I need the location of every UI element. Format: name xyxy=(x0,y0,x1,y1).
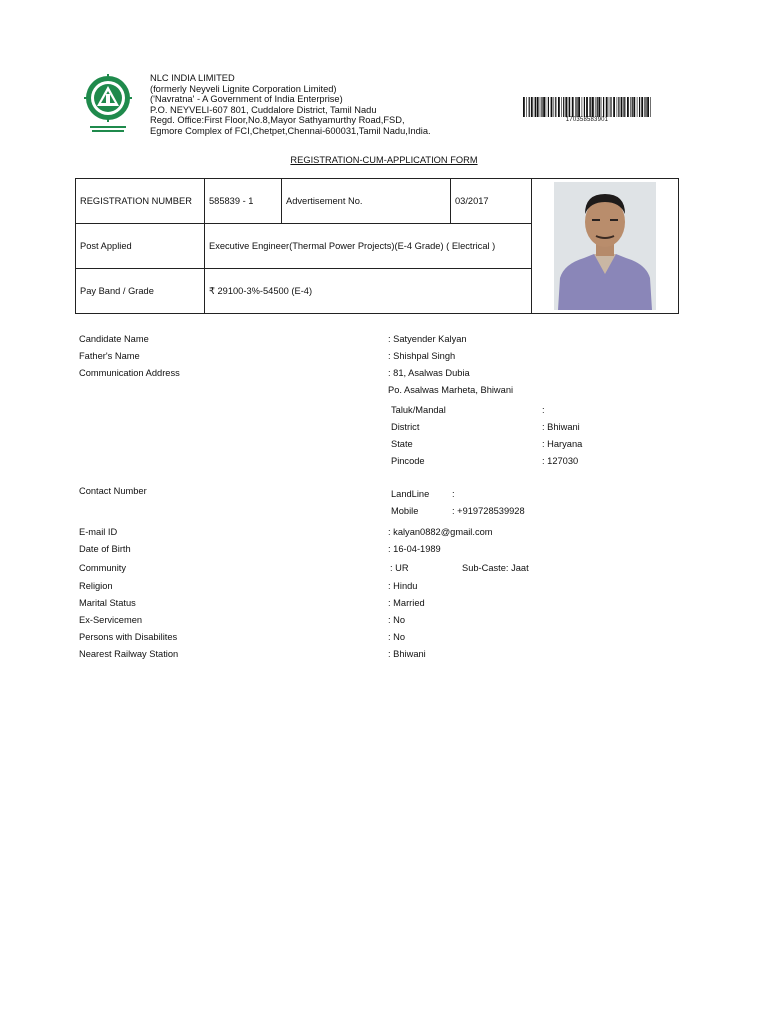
religion-value: : Hindu xyxy=(388,581,418,591)
pay-band-value: ₹ 29100-3%-54500 (E-4) xyxy=(205,269,532,314)
marital-status-value: : Married xyxy=(388,598,425,608)
dob-label: Date of Birth xyxy=(79,544,131,554)
post-applied-value: Executive Engineer(Thermal Power Projects)(E-4 Grade) ( Electrical ) xyxy=(205,224,532,269)
railway-station-value: : Bhiwani xyxy=(388,649,426,659)
disability-value: : No xyxy=(388,632,406,642)
father-name-label: Father's Name xyxy=(79,351,140,361)
adv-number-label: Advertisement No. xyxy=(282,179,451,224)
railway-station-label: Nearest Railway Station xyxy=(79,649,179,659)
pincode-value: : 127030 xyxy=(542,456,579,466)
adv-number-value: 03/2017 xyxy=(451,179,532,224)
photo-cell xyxy=(532,179,679,314)
state-value: : Haryana xyxy=(542,439,583,449)
header-line: (formerly Neyveli Lignite Corporation Limited) xyxy=(150,83,337,94)
address-line-2: Po. Asalwas Marheta, Bhiwani xyxy=(388,385,514,395)
taluk-value: : xyxy=(542,405,545,415)
email-value: : kalyan0882@gmail.com xyxy=(388,527,493,537)
header-line: ('Navratna' - A Government of India Enterprise) xyxy=(150,94,343,105)
header-line: P.O. NEYVELI-607 801, Cuddalore District, Tamil Nadu xyxy=(150,104,377,115)
pay-band-label: Pay Band / Grade xyxy=(76,269,205,314)
candidate-name-value: : Satyender Kalyan xyxy=(388,334,467,344)
religion-label: Religion xyxy=(79,581,113,591)
registration-table xyxy=(75,178,679,314)
state-label: State xyxy=(391,439,413,449)
subcaste-value: Sub-Caste: Jaat xyxy=(462,563,529,573)
address-line-1: : 81, Asalwas Dubia xyxy=(388,368,470,378)
header-line: Regd. Office:First Floor,No.8,Mayor Sathyamurthy Road,FSD, xyxy=(150,115,405,126)
district-label: District xyxy=(391,422,420,432)
mobile-label: Mobile xyxy=(391,506,419,516)
community-value: : UR xyxy=(390,563,409,573)
company-logo xyxy=(82,74,134,136)
address-label: Communication Address xyxy=(79,368,180,378)
reg-number-value: 585839 - 1 xyxy=(205,179,282,224)
candidate-photo xyxy=(554,182,656,310)
father-name-value: : Shishpal Singh xyxy=(388,351,456,361)
community-label: Community xyxy=(79,563,127,573)
header-line: Egmore Complex of FCI,Chetpet,Chennai-600031,Tamil Nadu,India. xyxy=(150,125,431,136)
contact-number-label: Contact Number xyxy=(79,486,147,496)
company-header xyxy=(150,73,431,137)
header-line: NLC INDIA LIMITED xyxy=(150,73,235,83)
pincode-label: Pincode xyxy=(391,456,425,466)
landline-value: : xyxy=(452,489,455,499)
marital-status-label: Marital Status xyxy=(79,598,136,608)
landline-label: LandLine xyxy=(391,489,430,499)
ex-servicemen-value: : No xyxy=(388,615,406,625)
post-applied-label: Post Applied xyxy=(76,224,205,269)
taluk-label: Taluk/Mandal xyxy=(391,405,446,415)
mobile-value: : +919728539928 xyxy=(452,506,525,516)
barcode-number: 170358583901 xyxy=(565,117,609,123)
ex-servicemen-label: Ex-Servicemen xyxy=(79,615,143,625)
barcode xyxy=(523,97,651,117)
dob-value: : 16-04-1989 xyxy=(388,544,441,554)
form-title: REGISTRATION-CUM-APPLICATION FORM xyxy=(290,155,478,165)
disability-label: Persons with Disabilites xyxy=(79,632,178,642)
email-label: E-mail ID xyxy=(79,527,118,537)
reg-number-label: REGISTRATION NUMBER xyxy=(76,179,205,224)
district-value: : Bhiwani xyxy=(542,422,580,432)
candidate-name-label: Candidate Name xyxy=(79,334,149,344)
